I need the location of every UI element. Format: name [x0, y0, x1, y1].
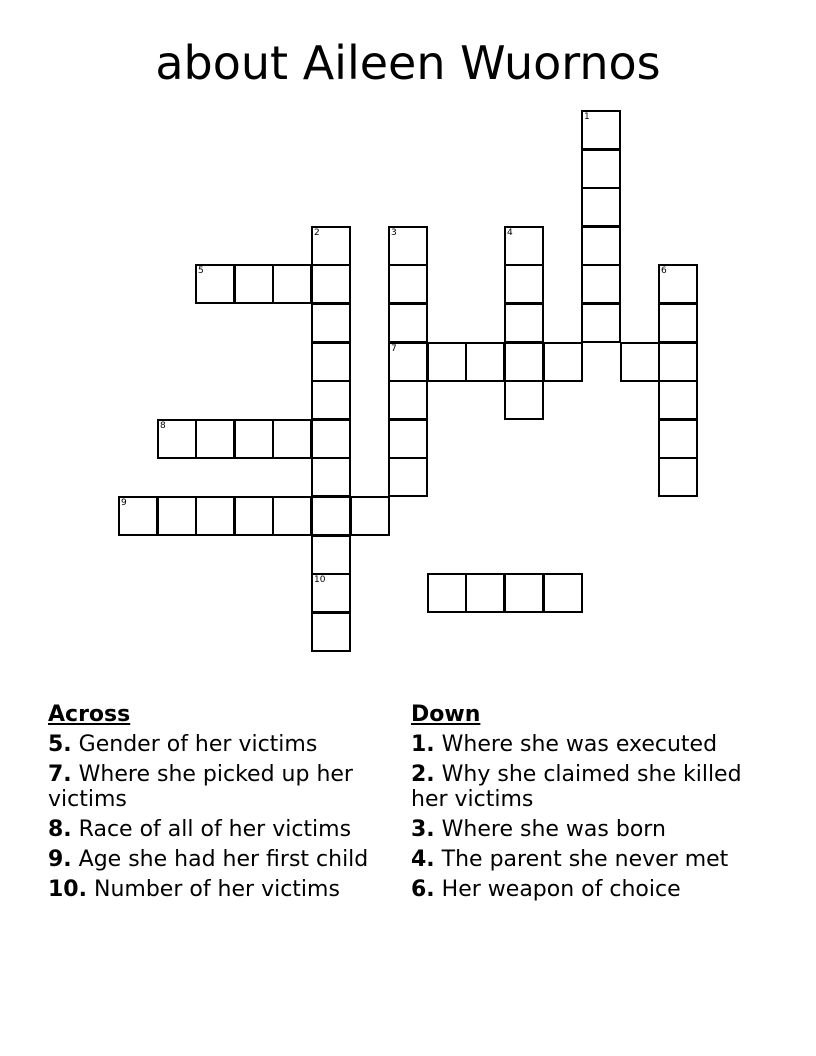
- crossword-cell[interactable]: [504, 573, 544, 613]
- crossword-cell[interactable]: [504, 342, 544, 382]
- crossword-cell[interactable]: [311, 342, 351, 382]
- crossword-cell[interactable]: [311, 573, 351, 613]
- crossword-cell[interactable]: [388, 226, 428, 266]
- crossword-cell[interactable]: [465, 573, 505, 613]
- down-heading: Down: [411, 702, 481, 727]
- across-heading: Across: [48, 702, 131, 727]
- clue-number: 1: [584, 112, 590, 122]
- down-clue: 3. Where she was born: [411, 817, 666, 842]
- across-clues: [48, 702, 388, 907]
- crossword-cell[interactable]: [581, 149, 621, 189]
- crossword-cell[interactable]: [388, 457, 428, 497]
- crossword-cell[interactable]: [195, 264, 235, 304]
- crossword-cell[interactable]: [311, 419, 351, 459]
- crossword-cell[interactable]: [658, 303, 698, 343]
- crossword-cell[interactable]: [658, 342, 698, 382]
- crossword-cell[interactable]: [272, 496, 312, 536]
- crossword-cell[interactable]: [543, 573, 583, 613]
- crossword-cell[interactable]: [581, 303, 621, 343]
- crossword-cell[interactable]: [658, 419, 698, 459]
- crossword-cell[interactable]: [504, 303, 544, 343]
- crossword-cell[interactable]: [504, 264, 544, 304]
- across-clue: 10. Number of her victims: [48, 877, 340, 902]
- crossword-cell[interactable]: [581, 226, 621, 266]
- crossword-cell[interactable]: [311, 380, 351, 420]
- crossword-cell[interactable]: [427, 573, 467, 613]
- clue-number: 10: [314, 575, 326, 585]
- crossword-cell[interactable]: [388, 303, 428, 343]
- across-clue: 9. Age she had her first child: [48, 847, 369, 872]
- crossword-cell[interactable]: [581, 187, 621, 227]
- down-clue: 6. Her weapon of choice: [411, 877, 681, 902]
- crossword-cell[interactable]: [427, 342, 467, 382]
- crossword-cell[interactable]: [543, 342, 583, 382]
- down-clues: [411, 702, 756, 907]
- clue-number: 2: [314, 228, 320, 238]
- crossword-cell[interactable]: [311, 612, 351, 652]
- across-clue: 5. Gender of her victims: [48, 732, 318, 757]
- crossword-cell[interactable]: [195, 496, 235, 536]
- crossword-cell[interactable]: [581, 264, 621, 304]
- crossword-cell[interactable]: [311, 457, 351, 497]
- crossword-cell[interactable]: [388, 380, 428, 420]
- crossword-cell[interactable]: [311, 496, 351, 536]
- crossword-cell[interactable]: [581, 110, 621, 150]
- crossword-cell[interactable]: [350, 496, 390, 536]
- crossword-cell[interactable]: [465, 342, 505, 382]
- clue-number: 7: [391, 344, 397, 354]
- crossword-cell[interactable]: [658, 380, 698, 420]
- down-clue: 2. Why she claimed she killed her victims: [411, 762, 742, 812]
- crossword-cell[interactable]: [311, 226, 351, 266]
- clue-number: 6: [661, 266, 667, 276]
- crossword-cell[interactable]: [272, 264, 312, 304]
- crossword-cell[interactable]: [234, 496, 274, 536]
- crossword-cell[interactable]: [311, 303, 351, 343]
- clue-number: 8: [160, 421, 166, 431]
- down-clue: 4. The parent she never met: [411, 847, 729, 872]
- crossword-cell[interactable]: [157, 496, 197, 536]
- across-clue: 8. Race of all of her victims: [48, 817, 352, 842]
- crossword-cell[interactable]: [311, 264, 351, 304]
- crossword-cell[interactable]: [157, 419, 197, 459]
- down-clue: 1. Where she was executed: [411, 732, 718, 757]
- clue-number: 3: [391, 228, 397, 238]
- clue-number: 9: [121, 498, 127, 508]
- crossword-cell[interactable]: [234, 419, 274, 459]
- crossword-cell[interactable]: [118, 496, 158, 536]
- across-clue: 7. Where she picked up her victims: [48, 762, 353, 812]
- crossword-cell[interactable]: [388, 419, 428, 459]
- crossword-cell[interactable]: [195, 419, 235, 459]
- crossword-cell[interactable]: [388, 342, 428, 382]
- clue-number: 4: [507, 228, 513, 238]
- crossword-cell[interactable]: [388, 264, 428, 304]
- crossword-cell[interactable]: [504, 226, 544, 266]
- crossword-cell[interactable]: [658, 264, 698, 304]
- crossword-cell[interactable]: [658, 457, 698, 497]
- crossword-cell[interactable]: [504, 380, 544, 420]
- crossword-cell[interactable]: [311, 535, 351, 575]
- crossword-cell[interactable]: [234, 264, 274, 304]
- puzzle-title: about Aileen Wuornos: [155, 36, 661, 90]
- crossword-cell[interactable]: [272, 419, 312, 459]
- clue-number: 5: [198, 266, 204, 276]
- crossword-cell[interactable]: [620, 342, 660, 382]
